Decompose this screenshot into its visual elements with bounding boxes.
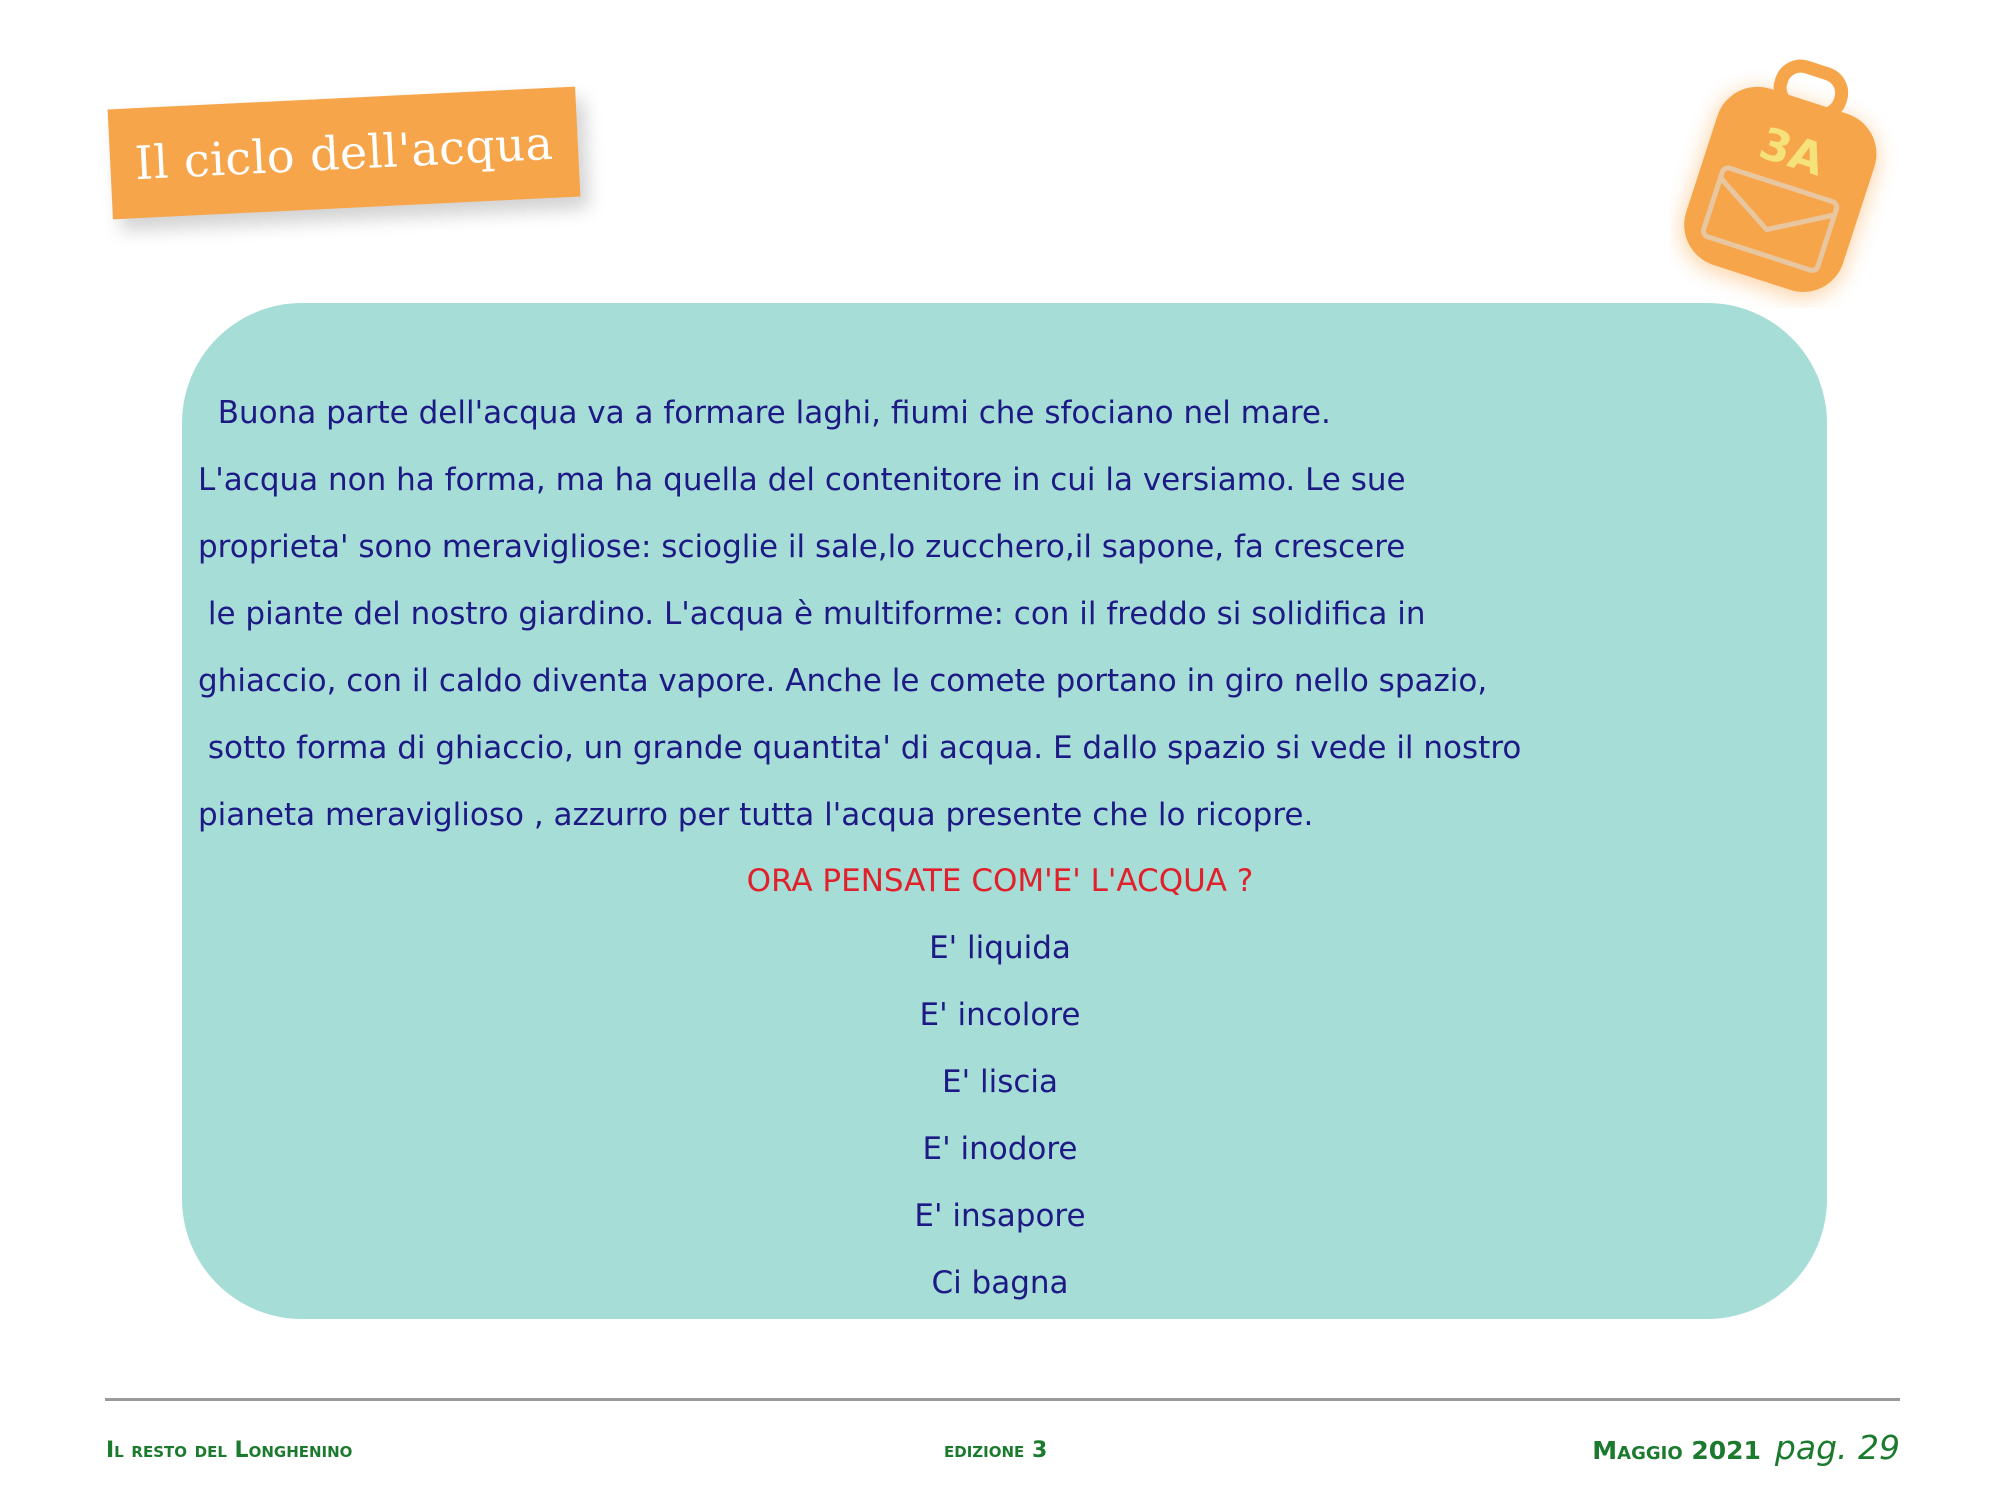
- answer-item: E' inodore: [922, 1131, 1078, 1167]
- answer-item: Ci bagna: [931, 1265, 1069, 1301]
- answer-item: E' liquida: [929, 930, 1071, 966]
- footer-divider: [105, 1398, 1900, 1401]
- paragraph-line: L'acqua non ha forma, ma ha quella del contenitore in cui la versiamo. Le sue: [198, 462, 1406, 498]
- paragraph-line: sotto forma di ghiaccio, un grande quantita' di acqua. E dallo spazio si vede il nostro: [198, 730, 1522, 766]
- answer-list: [0, 915, 2000, 1317]
- paragraph-line: Buona parte dell'acqua va a formare laghi, fiumi che sfociano nel mare.: [198, 395, 1331, 431]
- page-number: pag. 29: [1774, 1428, 1900, 1467]
- paragraph-line: pianeta meraviglioso , azzurro per tutta l'acqua presente che lo ricopre.: [198, 797, 1314, 833]
- paragraph-line: le piante del nostro giardino. L'acqua è multiforme: con il freddo si solidifica in: [198, 596, 1426, 632]
- body-paragraph: [198, 380, 1638, 849]
- page-title: Il ciclo dell'acqua: [133, 115, 555, 191]
- footer-publication: Il resto del Longhenino: [106, 1438, 353, 1463]
- badge-label: 3A: [1753, 117, 1831, 187]
- title-tag: [108, 87, 581, 220]
- answer-item: E' insapore: [914, 1198, 1086, 1234]
- footer-edition: edizione 3: [944, 1438, 1048, 1463]
- backpack-icon: [1670, 58, 1900, 308]
- footer-date-page: [1592, 1428, 1900, 1467]
- answer-item: E' incolore: [919, 997, 1081, 1033]
- paragraph-line: proprieta' sono meravigliose: scioglie il sale,lo zucchero,il sapone, fa crescere: [198, 529, 1406, 565]
- footer-date: Maggio 2021: [1592, 1436, 1761, 1465]
- answer-item: E' liscia: [942, 1064, 1058, 1100]
- question-heading: ORA PENSATE COM'E' L'ACQUA ?: [746, 863, 1254, 899]
- paragraph-line: ghiaccio, con il caldo diventa vapore. Anche le comete portano in giro nello spazio,: [198, 663, 1488, 699]
